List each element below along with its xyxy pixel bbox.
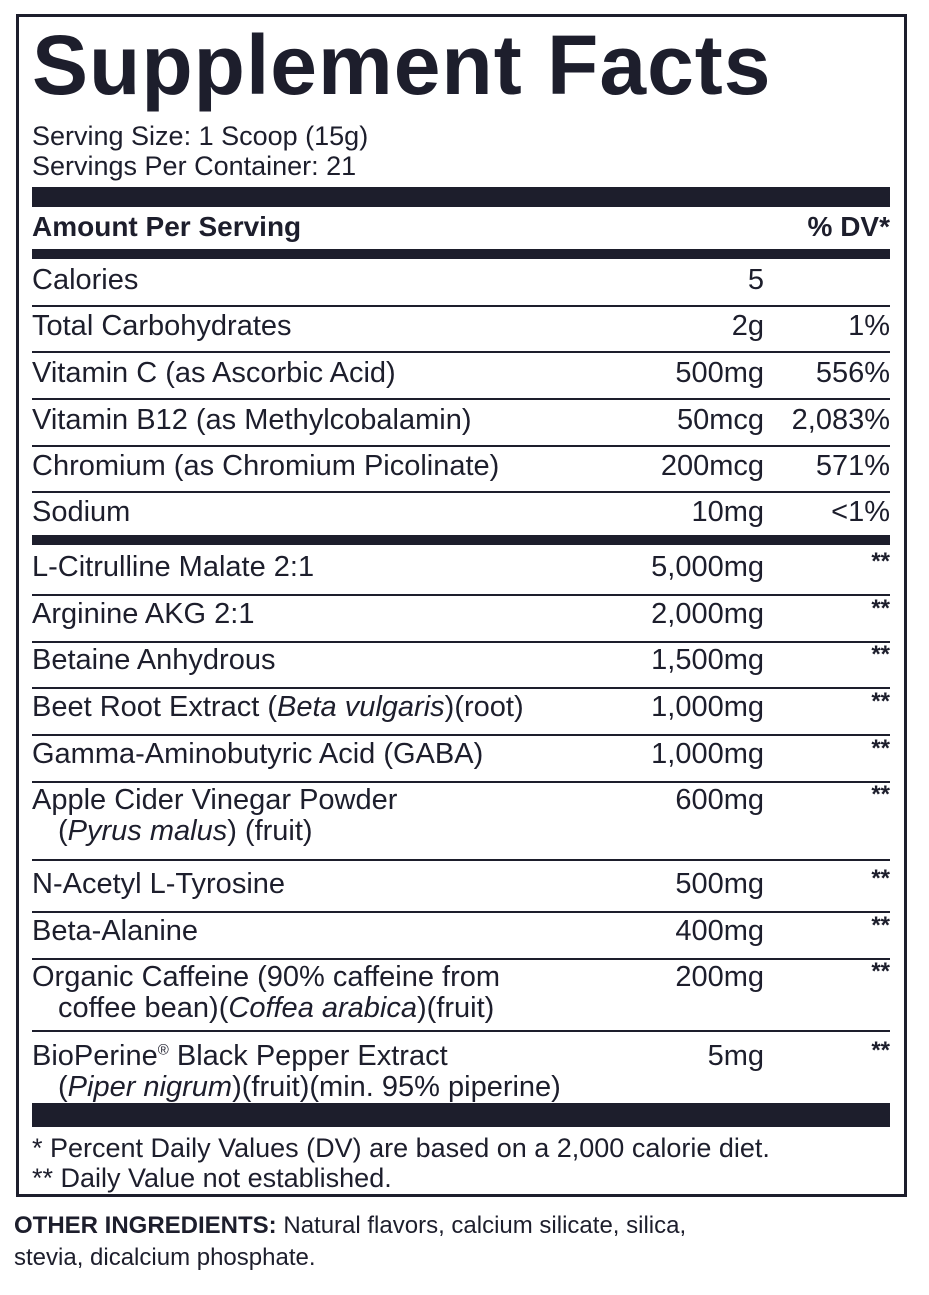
ingredient-dv: ** [871,641,890,668]
nutrient-dv: 1% [848,310,890,342]
ingredient-name: L-Citrulline Malate 2:1 [32,551,315,583]
ingredient-name-line2-pre: coffee bean)( [58,992,229,1024]
nutrient-name: Calories [32,264,139,296]
ingredient-amount: 2,000mg [651,598,764,630]
ingredient-name-post: )(root) [444,691,524,723]
footnote-dv: * Percent Daily Values (DV) are based on a 2,000 calorie diet. [32,1133,770,1163]
servings-per-container: Servings Per Container: 21 [32,151,357,181]
nutrient-amount: 200mcg [660,450,764,482]
ingredient-amount: 400mg [675,915,764,947]
ingredient-name [32,1041,561,1103]
ingredient-row [32,595,890,643]
bioperine-pre: BioPerine [32,1040,158,1072]
ingredient-name-line1: Organic Caffeine (90% caffeine from [32,961,501,993]
ingredient-amount: 1,000mg [651,691,764,723]
nutrient-name: Sodium [32,496,131,528]
ingredient-name-line2 [32,815,313,847]
nutrient-amount: 10mg [691,496,764,528]
nutrient-name: Vitamin C (as Ascorbic Acid) [32,357,396,389]
ingredient-dv: ** [871,595,890,622]
dv-label: % DV* [807,211,890,242]
ingredient-name-italic: Piper nigrum [67,1071,233,1103]
thick-divider [32,187,890,207]
serving-size: Serving Size: 1 Scoop (15g) [32,121,369,151]
ingredient-dv: ** [871,912,890,939]
ingredient-name-line2 [32,992,494,1024]
column-header [32,207,890,247]
ingredient-name-line2 [32,1071,561,1103]
ingredient-name-line2-post: ) (fruit) [227,815,313,847]
ingredient-name-line2-post: )(fruit) [417,992,495,1024]
ingredient-name-line1: Apple Cider Vinegar Powder [32,784,398,816]
medium-divider [32,535,890,545]
ingredient-name: Gamma-Aminobutyric Acid (GABA) [32,738,484,770]
nutrient-dv: 2,083% [791,404,890,436]
ingredient-row [32,688,890,736]
nutrient-amount: 500mg [675,357,764,389]
ingredient-name: Beta-Alanine [32,915,199,947]
ingredient-dv: ** [871,865,890,892]
ingredient-amount: 600mg [675,784,764,816]
thick-divider [32,1103,890,1127]
ingredient-amount: 5,000mg [651,551,764,583]
ingredient-amount: 1,000mg [651,738,764,770]
ingredient-row [32,1037,890,1103]
ingredient-dv: ** [871,735,890,762]
supplement-facts-panel [16,14,907,1197]
ingredient-name-italic: Pyrus malus [67,815,228,847]
ingredient-dv: ** [871,781,890,808]
ingredient-row [32,781,890,861]
nutrient-row [32,358,890,400]
ingredient-name-pre: Beet Root Extract ( [32,691,277,723]
amount-per-serving-label: Amount Per Serving [32,211,302,242]
footnote-not-established: ** Daily Value not established. [32,1163,392,1193]
ingredient-name: Betaine Anhydrous [32,644,276,676]
ingredient-name-line2-pre: ( [58,1071,68,1103]
ingredient-name-italic: Beta vulgaris [277,691,445,723]
ingredient-name-line2-pre: ( [58,815,68,847]
nutrient-row [32,265,890,307]
ingredient-row [32,641,890,689]
ingredient-name: N-Acetyl L-Tyrosine [32,868,286,900]
ingredient-name [32,692,524,723]
ingredient-dv: ** [871,688,890,715]
other-ingredients [14,1210,914,1274]
nutrient-row [32,405,890,447]
ingredient-dv: ** [871,548,890,575]
ingredient-row [32,735,890,783]
ingredient-dv: ** [871,958,890,985]
registered-mark: ® [157,1041,169,1059]
nutrient-dv: 556% [815,357,890,389]
ingredient-amount: 5mg [707,1040,764,1072]
ingredient-row [32,865,890,913]
nutrient-row [32,311,890,353]
ingredient-name [32,962,500,1024]
ingredient-name [32,785,397,847]
nutrient-name: Vitamin B12 (as Methylcobalamin) [32,404,472,436]
ingredient-amount: 200mg [675,961,764,993]
ingredient-name-line2-post: )(fruit)(min. 95% piperine) [232,1071,561,1103]
other-ingredients-text: Natural flavors, calcium silicate, silica, [276,1212,687,1239]
bioperine-post: Black Pepper Extract [168,1040,448,1072]
other-ingredients-text-2: stevia, dicalcium phosphate. [14,1244,316,1271]
other-ingredients-label: OTHER INGREDIENTS: [14,1212,277,1239]
nutrient-amount: 5 [747,264,764,296]
ingredient-amount: 500mg [675,868,764,900]
ingredient-name-line1 [32,1040,448,1072]
medium-divider [32,249,890,259]
ingredient-row [32,912,890,960]
ingredient-name-italic: Coffea arabica [228,992,417,1024]
nutrient-name: Chromium (as Chromium Picolinate) [32,450,500,482]
ingredient-amount: 1,500mg [651,644,764,676]
ingredient-row [32,958,890,1032]
panel-title: Supplement Facts [32,18,772,112]
nutrient-name: Total Carbohydrates [32,310,292,342]
nutrient-row [32,451,890,493]
nutrient-dv: <1% [831,496,890,528]
nutrient-dv: 571% [815,450,890,482]
nutrient-amount: 2g [731,310,764,342]
ingredient-dv: ** [871,1037,890,1064]
ingredient-name: Arginine AKG 2:1 [32,598,255,630]
nutrient-amount: 50mcg [676,404,764,436]
ingredient-row [32,548,890,596]
nutrient-row [32,497,890,537]
